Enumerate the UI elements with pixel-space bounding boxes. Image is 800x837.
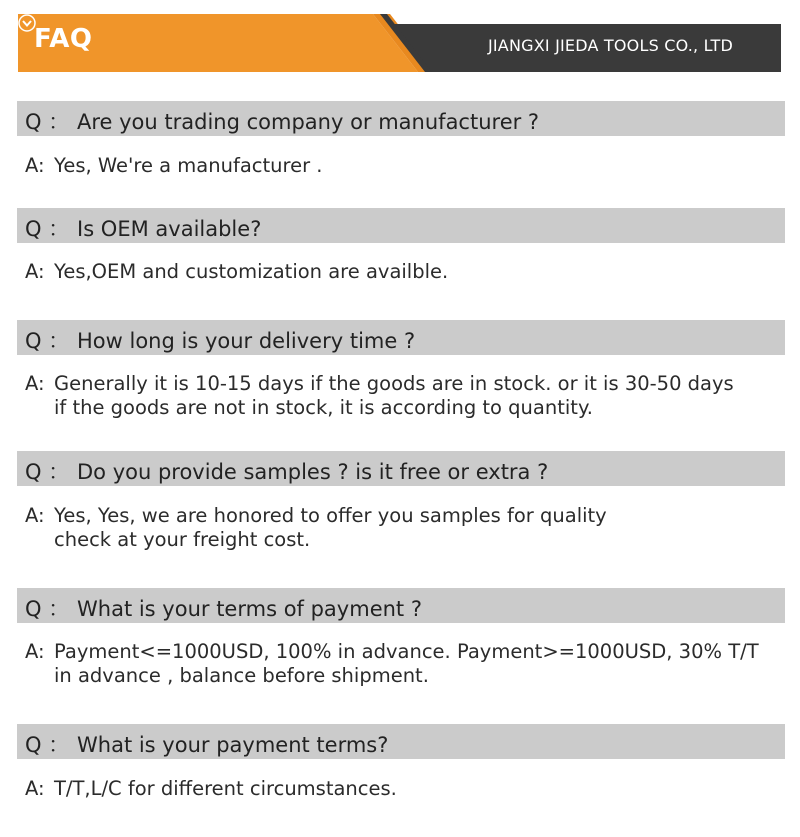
company-name: JIANGXI JIEDA TOOLS CO., LTD — [487, 36, 733, 55]
question-text: Do you provide samples ? is it free or extra ? — [77, 460, 549, 484]
answer-label: A: — [25, 777, 45, 800]
question-text: Is OEM available? — [77, 217, 262, 241]
answer — [25, 154, 785, 178]
question — [25, 729, 388, 759]
question — [25, 325, 415, 355]
answer-text: Payment<=1000USD, 100% in advance. Payment>=1000USD, 30% T/T in advance , balance before shipment. — [54, 640, 759, 687]
answer-text: Generally it is 10-15 days if the goods are in stock. or it is 30-50 days if the goods are not in stock, it is according to quantity. — [54, 372, 734, 419]
page-title: FAQ — [34, 24, 93, 54]
answer — [25, 372, 785, 420]
question-label: Q ： — [25, 110, 70, 134]
answer-text: T/T,L/C for different circumstances. — [54, 777, 397, 800]
answer-text: Yes, We're a manufacturer . — [54, 154, 323, 177]
answer-label: A: — [25, 504, 45, 527]
question — [25, 456, 548, 486]
question-bar — [17, 101, 785, 136]
answer-label: A: — [25, 154, 45, 177]
question-label: Q ： — [25, 217, 70, 241]
answer — [25, 777, 785, 801]
faq-header — [18, 14, 781, 72]
question-bar — [17, 320, 785, 355]
question-bar — [17, 451, 785, 486]
answer — [25, 260, 785, 284]
question-label: Q ： — [25, 460, 70, 484]
question-label: Q ： — [25, 597, 70, 621]
answer-text: Yes, Yes, we are honored to offer you samples for quality check at your freight cost. — [54, 504, 607, 551]
question-bar — [17, 724, 785, 759]
question-text: What is your terms of payment ? — [77, 597, 422, 621]
question-text: What is your payment terms? — [77, 733, 389, 757]
answer-text: Yes,OEM and customization are availble. — [54, 260, 449, 283]
answer-label: A: — [25, 640, 45, 663]
question-label: Q ： — [25, 329, 70, 353]
answer — [25, 504, 785, 552]
answer-label: A: — [25, 260, 45, 283]
question-bar — [17, 208, 785, 243]
question-bar — [17, 588, 785, 623]
chevron-down-icon — [18, 14, 36, 32]
question — [25, 106, 539, 136]
answer — [25, 640, 785, 688]
question-label: Q ： — [25, 733, 70, 757]
question-text: Are you trading company or manufacturer ? — [77, 110, 540, 134]
answer-label: A: — [25, 372, 45, 395]
question — [25, 213, 261, 243]
question-text: How long is your delivery time ? — [77, 329, 416, 353]
question — [25, 593, 422, 623]
